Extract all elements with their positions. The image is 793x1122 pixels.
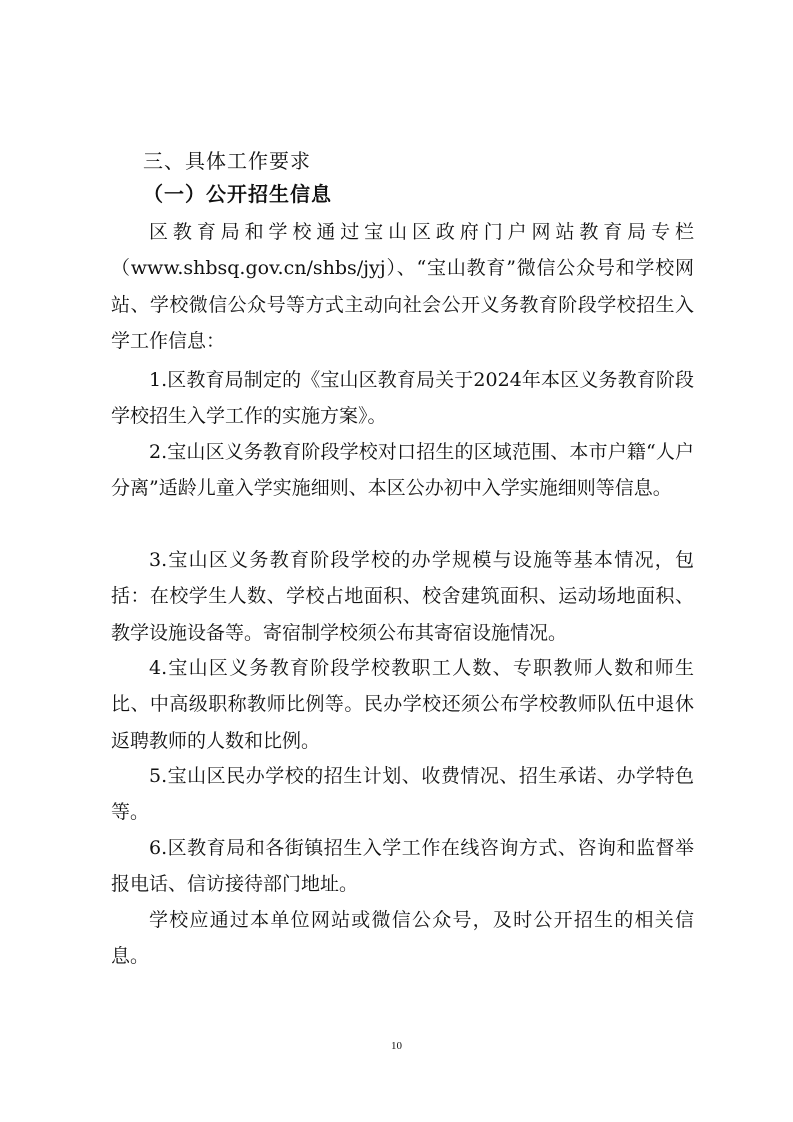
subsection-heading: （一）公开招生信息 bbox=[143, 182, 332, 206]
item-1-paragraph: 1.区教育局制定的《宝山区教育局关于2024年本区义务教育阶段学校招生入学工作的实施方案》。 bbox=[111, 369, 694, 428]
item-6-paragraph: 6.区教育局和各街镇招生入学工作在线咨询方式、咨询和监督举报电话、信访接待部门地址。 bbox=[111, 837, 694, 896]
item-5-paragraph: 5.宝山区民办学校的招生计划、收费情况、招生承诺、办学特色等。 bbox=[111, 765, 694, 824]
intro-paragraph: 区教育局和学校通过宝山区政府门户网站教育局专栏（www.shbsq.gov.cn/shbs/jyj）、“宝山教育”微信公众号和学校网站、学校微信公众号等方式主动向社会公开义务教育阶段学校招生入学工作信息： bbox=[111, 221, 694, 353]
page-number: 10 bbox=[391, 1040, 402, 1052]
item-4-paragraph: 4.宝山区义务教育阶段学校教职工人数、专职教师人数和师生比、中高级职称教师比例等。民办学校还须公布学校教师队伍中退休返聘教师的人数和比例。 bbox=[111, 657, 694, 752]
section-heading: 三、具体工作要求 bbox=[143, 149, 311, 173]
item-3-paragraph: 3.宝山区义务教育阶段学校的办学规模与设施等基本情况，包括：在校学生人数、学校占地面积、校舍建筑面积、运动场地面积、教学设施设备等。寄宿制学校须公布其寄宿设施情况。 bbox=[111, 549, 694, 644]
item-2-paragraph: 2.宝山区义务教育阶段学校对口招生的区域范围、本市户籍“人户分离”适龄儿童入学实施细则、本区公办初中入学实施细则等信息。 bbox=[111, 441, 694, 500]
closing-paragraph: 学校应通过本单位网站或微信公众号，及时公开招生的相关信息。 bbox=[111, 909, 694, 968]
